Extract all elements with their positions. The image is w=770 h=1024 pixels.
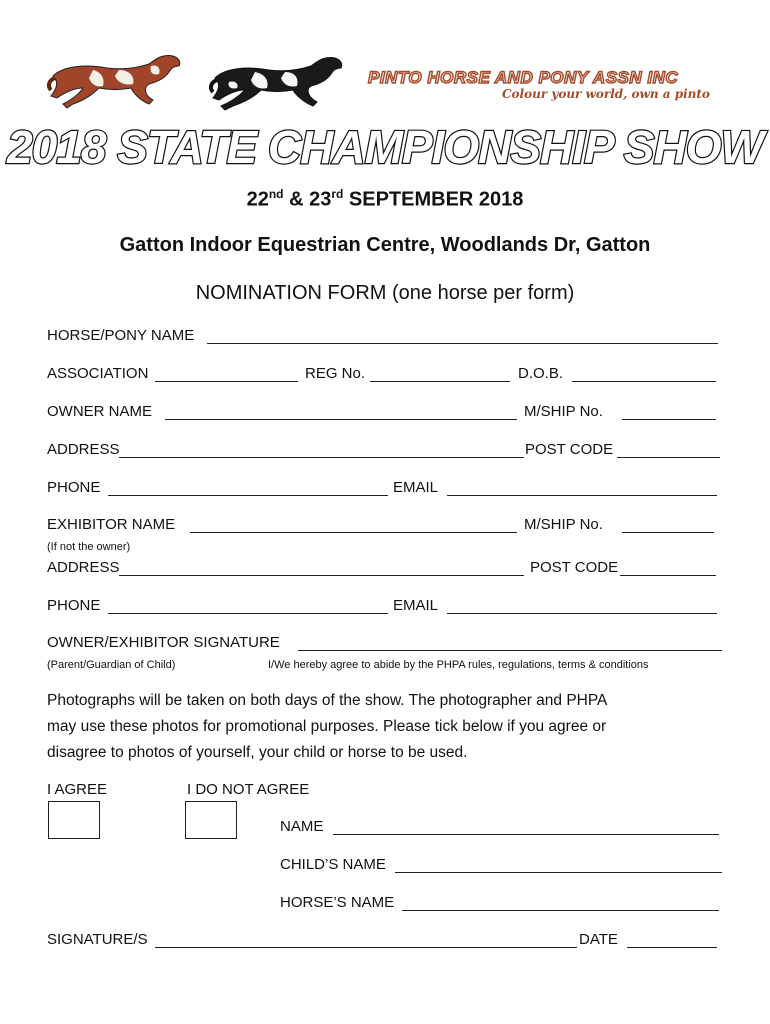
childs-name-field[interactable] xyxy=(395,872,722,873)
address-label: ADDRESS xyxy=(47,441,120,458)
horses-name-field[interactable] xyxy=(402,910,719,911)
email-field[interactable] xyxy=(447,495,717,496)
black-pinto-horse-logo xyxy=(205,48,350,112)
mship-no-field[interactable] xyxy=(622,419,716,420)
post-code-field[interactable] xyxy=(617,457,720,458)
exhibitor-post-code-field[interactable] xyxy=(620,575,716,576)
exhibitor-email-label: EMAIL xyxy=(393,597,439,614)
childs-name-label: CHILD’S NAME xyxy=(280,856,386,873)
association-field[interactable] xyxy=(155,381,298,382)
exhibitor-mship-no-field[interactable] xyxy=(622,532,714,533)
association-tagline: Colour your world, own a pinto xyxy=(502,87,710,101)
disagree-checkbox[interactable] xyxy=(185,801,237,839)
mship-no-label: M/SHIP No. xyxy=(524,403,603,420)
owner-name-label: OWNER NAME xyxy=(47,403,152,420)
signature-field[interactable] xyxy=(298,650,722,651)
date-field[interactable] xyxy=(627,947,717,948)
agree-checkbox[interactable] xyxy=(48,801,100,839)
address-field[interactable] xyxy=(119,457,524,458)
consent-name-field[interactable] xyxy=(333,834,719,835)
email-label: EMAIL xyxy=(393,479,439,496)
reg-no-field[interactable] xyxy=(370,381,510,382)
exhibitor-address-field[interactable] xyxy=(119,575,524,576)
signatures-label: SIGNATURE/S xyxy=(47,931,148,948)
horse-pony-name-label: HORSE/PONY NAME xyxy=(47,327,195,344)
disagree-label: I DO NOT AGREE xyxy=(187,781,310,798)
photo-consent-line-2: may use these photos for promotional purposes. Please tick below if you agree or xyxy=(47,718,607,735)
phone-field[interactable] xyxy=(108,495,388,496)
association-name: PINTO HORSE AND PONY ASSN INC xyxy=(368,68,679,87)
phone-label: PHONE xyxy=(47,479,101,496)
agree-label: I AGREE xyxy=(47,781,108,798)
exhibitor-name-label: EXHIBITOR NAME xyxy=(47,516,176,533)
exhibitor-name-field[interactable] xyxy=(190,532,517,533)
exhibitor-address-label: ADDRESS xyxy=(47,559,120,576)
photo-consent-text xyxy=(47,688,737,766)
reg-no-label: REG No. xyxy=(305,365,366,382)
exhibitor-email-field[interactable] xyxy=(447,613,717,614)
form-title: NOMINATION FORM (one horse per form) xyxy=(195,282,575,304)
signatures-field[interactable] xyxy=(155,947,577,948)
exhibitor-mship-no-label: M/SHIP No. xyxy=(524,516,603,533)
show-banner-title: 2018 STATE CHAMPIONSHIP SHOW xyxy=(7,121,763,173)
exhibitor-note: (If not the owner) xyxy=(47,541,131,553)
guardian-note: (Parent/Guardian of Child) xyxy=(47,659,176,671)
date-label: DATE xyxy=(579,931,618,948)
photo-consent-line-3: disagree to photos of yourself, your child or horse to be used. xyxy=(47,744,468,761)
agreement-note: I/We hereby agree to abide by the PHPA rules, regulations, terms & conditions xyxy=(268,659,649,671)
event-date: 22nd & 23rd SEPTEMBER 2018 xyxy=(246,187,524,211)
consent-name-label: NAME xyxy=(280,818,324,835)
photo-consent-line-1: Photographs will be taken on both days of the show. The photographer and PHPA xyxy=(47,692,608,709)
event-venue: Gatton Indoor Equestrian Centre, Woodlands Dr, Gatton xyxy=(119,234,651,256)
dob-label: D.O.B. xyxy=(518,365,564,382)
horses-name-label: HORSE’S NAME xyxy=(280,894,395,911)
signature-label: OWNER/EXHIBITOR SIGNATURE xyxy=(47,634,280,651)
horse-pony-name-field[interactable] xyxy=(207,343,718,344)
exhibitor-post-code-label: POST CODE xyxy=(530,559,619,576)
dob-field[interactable] xyxy=(572,381,716,382)
owner-name-field[interactable] xyxy=(165,419,517,420)
post-code-label: POST CODE xyxy=(525,441,614,458)
bay-pinto-horse-logo xyxy=(45,48,185,112)
exhibitor-phone-field[interactable] xyxy=(108,613,388,614)
exhibitor-phone-label: PHONE xyxy=(47,597,101,614)
association-label: ASSOCIATION xyxy=(47,365,149,382)
